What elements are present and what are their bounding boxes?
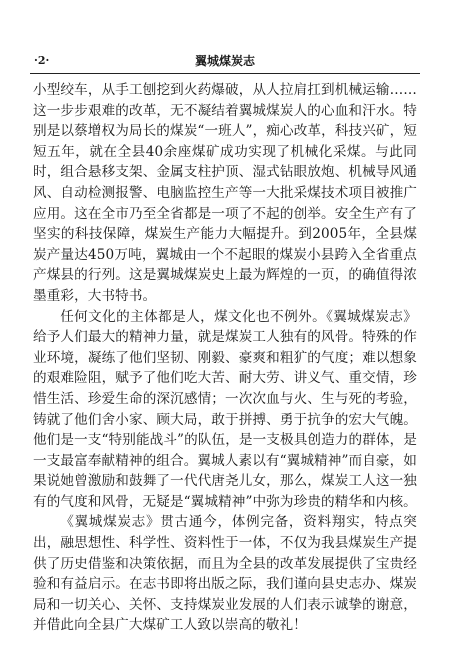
header-divider [30,73,420,74]
body-text [33,80,417,636]
page-number: ·2· [34,54,50,67]
paragraph-continued: 小型绞车，从手工刨挖到火药爆破，从人拉肩扛到机械运输……这一步步艰难的改革，无不凝结着翼城煤炭人的心血和汗水。特别是以蔡增权为局长的煤炭“一班人”，痴心改革，科技兴矿，短短五年，就在全县40余座煤矿成功实现了机械化采煤。与此同时，组合悬移支架、金属支柱护顶、湿式钻眼放炮、机械导风通风、自动检测报警、电脑监控生产等一大批采煤技术项目被推广应用。这在全市乃至全省都是一项了不起的创举。安全生产有了坚实的科技保障，煤炭生产能力大幅提升。到2005年，全县煤炭产量达450万吨，翼城由一个不起眼的煤炭小县跨入全省重点产煤县的行列。这是翼城煤炭史上最为辉煌的一页，的确值得浓墨重彩，大书特书。 [33,82,417,304]
paragraph: 任何文化的主体都是人，煤文化也不例外。《翼城煤炭志》给予人们最大的精神力量，就是煤炭工人独有的风骨。特殊的作业环境，凝练了他们坚韧、刚毅、豪爽和粗犷的气度；难以想象的艰难险阻，赋予了他们吃大苦、耐大劳、讲义气、重交情，珍惜生活、珍爱生命的深沉感情；一次次血与火、生与死的考验，铸就了他们舍小家、顾大局，敢于拼搏、勇于抗争的宏大气魄。他们是一支“特别能战斗”的队伍，是一支极具创造力的群体，是一支最富奉献精神的组合。翼城人素以有“翼城精神”而自豪，如果说她曾激励和鼓舞了一代代唐尧儿女，那么，煤炭工人这一独有的气度和风骨，无疑是“翼城精神”中弥为珍贵的精华和内核。 [33,308,417,510]
paragraph: 《翼城煤炭志》贯古通今，体例完备，资料翔实，特点突出，融思想性、科学性、资料性于一体，不仅为我县煤炭生产提供了历史借鉴和决策依据，而且为全县的改革发展提供了宝贵经验和有益启示。在志书即将出版之际，我们谨向县史志办、煤炭局和一切关心、关怀、支持煤炭业发展的人们表示诚挚的谢意，并借此向全县广大煤矿工人致以崇高的敬礼！ [33,514,417,634]
running-title: 翼城煤炭志 [194,54,255,68]
page-header [30,52,420,70]
